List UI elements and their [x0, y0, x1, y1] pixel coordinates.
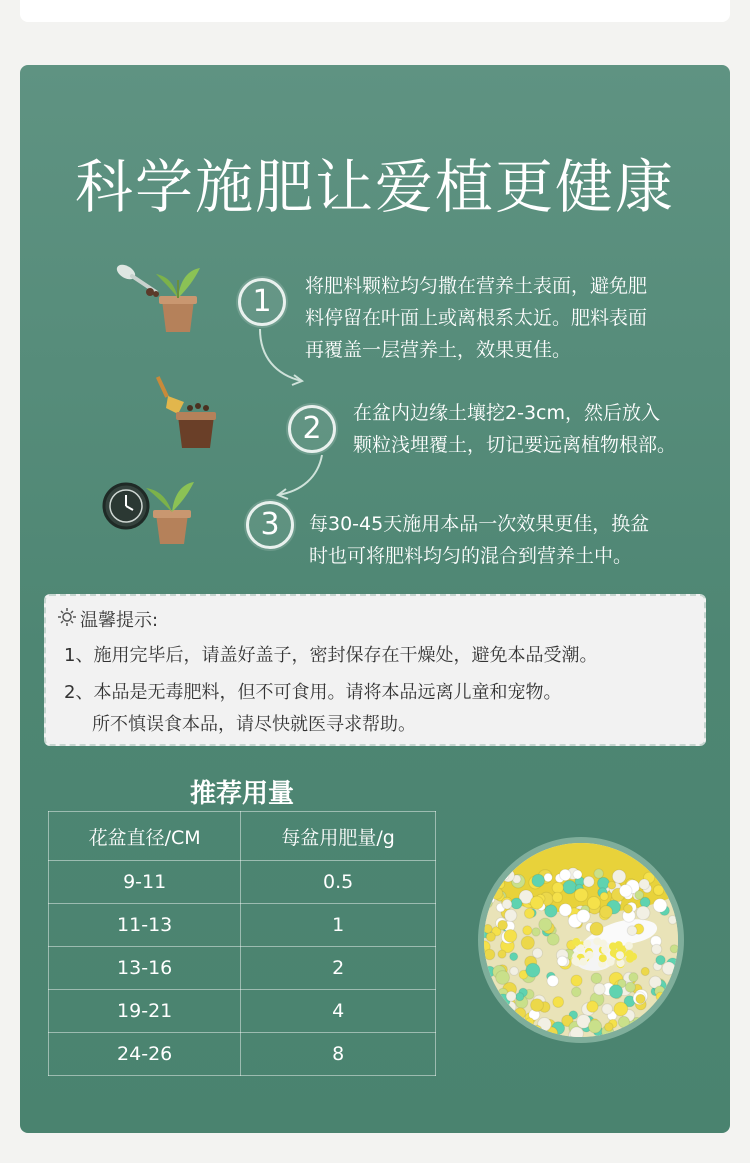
granule: [515, 1008, 526, 1019]
tips-header: 温馨提示:: [80, 610, 159, 631]
granule: [600, 906, 613, 919]
granule: [511, 898, 522, 909]
granule: [498, 920, 508, 930]
dosage-title: 推荐用量: [189, 779, 294, 809]
granule: [572, 987, 582, 997]
granule: [577, 910, 590, 923]
dosage-table: [48, 811, 436, 1076]
step-2-line2: 颗粒浅埋覆土，切记要远离植物根部。: [353, 434, 677, 456]
granule: [525, 1018, 533, 1026]
step-3-line2: 时也可将肥料均匀的混合到营养土中。: [309, 545, 633, 567]
table-row: [49, 904, 436, 947]
cell-diameter: 13-16: [49, 947, 241, 990]
step-1-line1: 将肥料颗粒均匀撒在营养土表面，避免肥: [305, 275, 648, 297]
granule: [497, 1018, 510, 1031]
granule: [545, 905, 557, 917]
granule: [560, 869, 571, 880]
step-2-text: [353, 397, 676, 461]
granule: [616, 951, 624, 959]
granule: [668, 916, 677, 925]
granule: [612, 870, 625, 883]
granule: [626, 955, 634, 963]
column-header-amount: 每盆用肥量/g: [241, 812, 436, 861]
clock-plant-icon: [102, 470, 202, 550]
spoon-plant-icon: [114, 260, 204, 340]
granule: [614, 1002, 628, 1016]
granule: [552, 892, 562, 902]
granule: [590, 922, 603, 935]
granule: [608, 881, 616, 889]
granule: [505, 909, 517, 921]
step-1-badge: 1: [238, 278, 286, 326]
step-3-text: [309, 508, 649, 572]
arrow-icon: [252, 327, 312, 387]
granule: [591, 973, 602, 984]
granule: [665, 885, 676, 896]
granule: [653, 885, 663, 895]
granule: [670, 870, 678, 881]
page-title: 科学施肥让爱植更健康: [74, 153, 675, 221]
cell-amount: 2: [241, 947, 436, 990]
table-row: [49, 990, 436, 1033]
granule: [599, 954, 607, 962]
granule: [627, 926, 637, 936]
granule: [484, 1028, 491, 1037]
step-2-line1: 在盆内边缘土壤挖2-3cm，然后放入: [353, 402, 660, 424]
granule: [588, 1020, 601, 1033]
granule: [484, 924, 492, 933]
granule: [664, 1012, 675, 1023]
granules-illustration: [484, 843, 678, 1037]
tips-line-3: 所不慎误食本品，请尽快就医寻求帮助。: [92, 714, 416, 735]
granule: [496, 971, 510, 985]
table-row: [49, 947, 436, 990]
cell-amount: 0.5: [241, 861, 436, 904]
granule: [656, 1000, 664, 1008]
top-card: [20, 0, 730, 22]
granule: [641, 1030, 654, 1037]
cell-diameter: 9-11: [49, 861, 241, 904]
cell-diameter: 11-13: [49, 904, 241, 947]
cell-amount: 1: [241, 904, 436, 947]
granule: [496, 880, 505, 889]
granule: [510, 953, 518, 961]
granule: [573, 870, 582, 879]
tips-box: [44, 594, 706, 746]
granule: [644, 1025, 658, 1037]
granule: [609, 985, 622, 998]
granule: [557, 956, 567, 966]
granule: [583, 876, 594, 887]
granule: [506, 991, 516, 1001]
granule: [594, 869, 603, 878]
granule: [605, 1023, 614, 1032]
granule: [530, 896, 543, 909]
cell-diameter: 24-26: [49, 1033, 241, 1076]
granule: [493, 1011, 505, 1023]
granule: [502, 899, 512, 909]
granule: [552, 882, 563, 893]
granule: [639, 879, 650, 890]
granule: [484, 1003, 497, 1017]
granule: [636, 906, 650, 920]
granule: [498, 950, 506, 958]
granule: [517, 1021, 529, 1033]
step-2-badge: 2: [288, 405, 336, 453]
granule: [484, 992, 491, 1003]
granule: [484, 898, 492, 908]
granule: [629, 973, 638, 982]
step-3-badge: 3: [246, 501, 294, 549]
granule: [641, 967, 649, 975]
granule: [496, 1030, 507, 1037]
granule: [670, 945, 678, 953]
granule: [516, 993, 524, 1001]
granule: [544, 873, 552, 881]
granule: [618, 1016, 629, 1027]
granule: [658, 1026, 667, 1035]
granule: [531, 1025, 542, 1036]
granule: [583, 940, 591, 948]
granule: [559, 904, 572, 917]
granule: [652, 944, 662, 954]
granule: [500, 871, 509, 880]
column-header-diameter: 花盆直径/CM: [49, 812, 241, 861]
granule: [593, 937, 601, 945]
granule: [538, 1018, 552, 1032]
granule: [521, 936, 534, 949]
sun-icon: [58, 608, 76, 626]
table-header-row: [49, 812, 436, 861]
granule: [602, 1004, 613, 1015]
granule: [485, 1022, 494, 1031]
granule: [662, 962, 675, 975]
granule: [586, 951, 594, 959]
cell-amount: 8: [241, 1033, 436, 1076]
granule: [571, 975, 582, 986]
granule: [524, 908, 534, 918]
granule: [579, 958, 587, 966]
granule: [532, 874, 545, 887]
granule: [484, 872, 491, 881]
granule: [526, 963, 540, 977]
granule: [563, 880, 576, 893]
granule: [510, 967, 519, 976]
arrow-icon: [272, 453, 332, 503]
cell-amount: 4: [241, 990, 436, 1033]
granule: [600, 892, 608, 900]
granule: [636, 994, 645, 1003]
tips-line-2: 2、本品是无毒肥料，但不可食用。请将本品远离儿童和宠物。: [64, 682, 562, 703]
granule: [666, 1012, 675, 1021]
step-1-line3: 再覆盖一层营养土，效果更佳。: [305, 339, 572, 361]
granule: [547, 975, 558, 986]
granule: [501, 1014, 513, 1026]
granule: [587, 1001, 598, 1012]
granule: [532, 928, 540, 936]
granule: [539, 918, 552, 931]
granule: [572, 938, 580, 946]
granule: [491, 888, 503, 900]
granule: [504, 930, 517, 943]
table-row: [49, 861, 436, 904]
granule: [624, 904, 633, 913]
granule: [594, 983, 606, 995]
granule: [531, 999, 544, 1012]
granule: [553, 997, 564, 1008]
table-row: [49, 1033, 436, 1076]
granule: [619, 885, 632, 898]
granule: [656, 955, 665, 964]
shovel-pot-icon: [154, 372, 224, 452]
granule: [601, 946, 609, 954]
step-1-text: [305, 270, 647, 366]
granule: [484, 997, 493, 1008]
granule: [607, 958, 615, 966]
fertilizer-granules-image: [478, 837, 684, 1043]
step-3-line1: 每30-45天施用本品一次效果更佳，换盆: [309, 513, 650, 535]
granule: [653, 899, 667, 913]
step-1-line2: 料停留在叶面上或离根系太近。肥料表面: [305, 307, 648, 329]
cell-diameter: 19-21: [49, 990, 241, 1033]
granule: [571, 957, 579, 965]
granule: [526, 1024, 535, 1033]
usage-panel: [20, 65, 730, 1133]
granule: [625, 942, 633, 950]
granule: [523, 926, 532, 935]
granule: [547, 933, 559, 945]
granule: [625, 982, 635, 992]
granule: [574, 888, 587, 901]
granule: [484, 949, 495, 960]
granule: [485, 995, 499, 1009]
granule: [615, 941, 623, 949]
granule: [635, 891, 644, 900]
granule: [512, 1029, 523, 1037]
tips-line-1: 1、施用完毕后，请盖好盖子，密封保存在干燥处，避免本品受潮。: [64, 645, 598, 666]
granule: [656, 992, 665, 1001]
